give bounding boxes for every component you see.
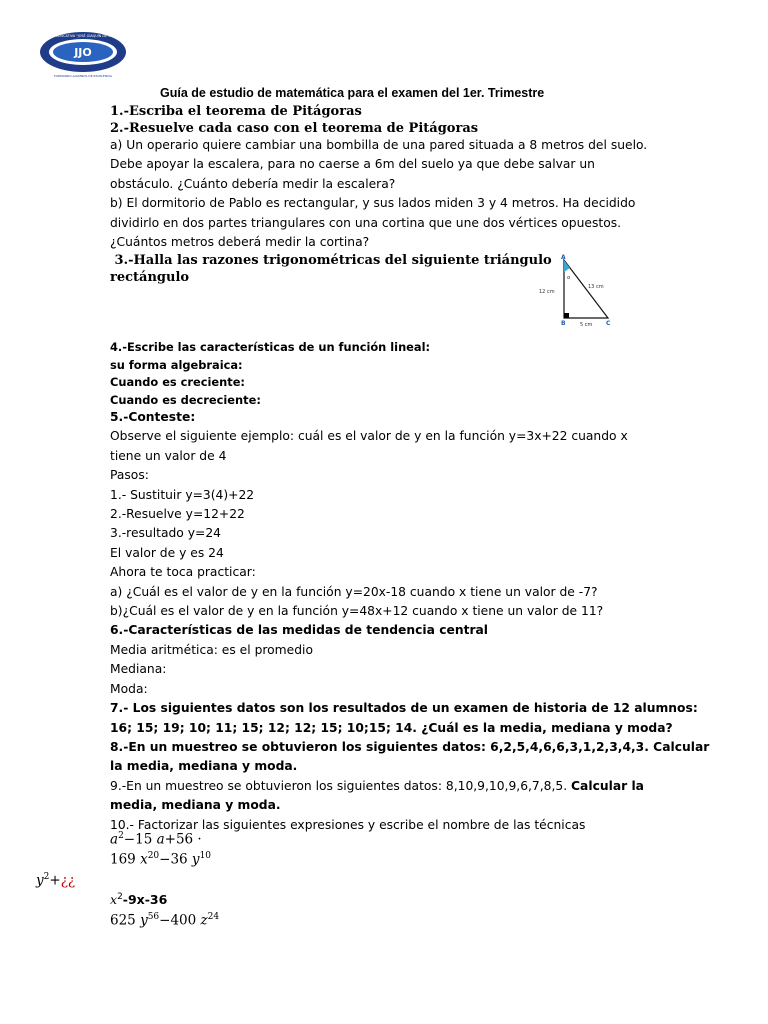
- right-triangle-figure: [530, 252, 620, 332]
- text-line: obstáculo. ¿Cuánto debería medir la escalera?: [110, 176, 396, 191]
- text-line: Media aritmética: es el promedio: [110, 642, 313, 657]
- expression-3: $y^2+¿¿$: [36, 872, 76, 889]
- text-line: Debe apoyar la escalera, para no caerse a 6m del suelo ya que debe salvar un: [110, 157, 595, 172]
- text-line: 3.-resultado y=24: [110, 526, 221, 541]
- expression-2: 169 $x^{20}-36$ $y^{10}$: [110, 851, 212, 868]
- text-line: 2.-Resuelve y=12+22: [110, 507, 245, 522]
- question-3-line2: rectángulo: [110, 270, 190, 285]
- text-line: dividirlo en dos partes triangulares con una cortina que une dos vértices opuestos.: [110, 215, 622, 230]
- text-line: Cuando es decreciente:: [110, 392, 261, 407]
- text-line: Mediana:: [110, 662, 167, 677]
- side-bc-label: 5 cm: [580, 322, 593, 328]
- school-logo: [38, 22, 128, 80]
- text-line: a) ¿Cuál es el valor de y en la función y=20x-18 cuando x tiene un valor de -7?: [110, 584, 598, 599]
- logo-ring-text: UNIDAD EDUCATIVA "JOSÉ JOAQUÍN DE OLMEDO": [41, 34, 125, 38]
- text-line: Pasos:: [110, 468, 149, 483]
- logo-monogram: JJO: [74, 46, 92, 59]
- text-line: Moda:: [110, 681, 148, 696]
- question-10: 10.- Factorizar las siguientes expresiones y escribe el nombre de las técnicas: [110, 817, 586, 832]
- text-line: 1.- Sustituir y=3(4)+22: [110, 487, 255, 502]
- expression-1: $a^2-15$ a+56 ·: [110, 831, 202, 848]
- question-9-bold: Calcular la: [571, 778, 644, 793]
- text-line: tiene un valor de 4: [110, 448, 227, 463]
- text-line: 5.-Conteste:: [110, 410, 196, 424]
- text-line: 6.-Características de las medidas de tendencia central: [110, 623, 489, 638]
- question-9-text: 9.-En un muestreo se obtuvieron los siguientes datos: 8,10,9,10,9,6,7,8,5.: [110, 778, 572, 793]
- text-line: 16; 15; 19; 10; 11; 15; 12; 12; 15; 10;15; 14. ¿Cuál es la media, mediana y moda?: [110, 720, 673, 735]
- question-2-heading: 2.-Resuelve cada caso con el teorema de Pitágoras: [110, 121, 479, 136]
- text-line: 7.- Los siguientes datos son los resultados de un examen de historia de 12 alumnos:: [110, 701, 698, 716]
- question-3-line1: 3.-Halla las razones trigonométricas del siguiente triángulo: [110, 253, 552, 268]
- question-2-text: [110, 136, 670, 252]
- vertex-b-label: B: [561, 320, 566, 327]
- side-ac-label: 13 cm: [588, 284, 604, 290]
- text-line: Cuando es creciente:: [110, 375, 245, 389]
- side-ab-label: 12 cm: [539, 289, 555, 295]
- text-line: la media, mediana y moda.: [110, 759, 298, 774]
- angle-label: α: [567, 275, 571, 281]
- text-line: 8.-En un muestreo se obtuvieron los siguientes datos: 6,2,5,4,6,6,3,1,2,3,4,3. Calcular: [110, 739, 710, 754]
- text-line: b)¿Cuál es el valor de y en la función y=48x+12 cuando x tiene un valor de 11?: [110, 604, 604, 619]
- expression-5: 625 $y^{56}-400$ $z^{24}$: [110, 912, 220, 929]
- text-line: El valor de y es 24: [110, 545, 224, 560]
- question-9-line1: [110, 777, 670, 796]
- text-line: su forma algebraica:: [110, 357, 243, 372]
- vertex-a-label: A: [561, 254, 566, 261]
- questions-5-to-8: [110, 408, 710, 835]
- text-line: b) El dormitorio de Pablo es rectangular, y sus lados miden 3 y 4 metros. Ha decidido: [110, 196, 636, 211]
- text-line: Ahora te toca practicar:: [110, 565, 256, 580]
- question-9-line2: media, mediana y moda.: [110, 798, 281, 813]
- expression-4: $x^2-9x-36$: [110, 892, 168, 908]
- vertex-c-label: C: [606, 320, 611, 327]
- text-line: 4.-Escribe las características de un función lineal:: [110, 340, 431, 354]
- text-line: a) Un operario quiere cambiar una bombilla de una pared situada a 8 metros del suelo.: [110, 138, 648, 152]
- text-line: Observe el siguiente ejemplo: cuál es el valor de y en la función y=3x+22 cuando x: [110, 429, 628, 444]
- text-line: ¿Cuántos metros deberá medir la cortina?: [110, 235, 370, 250]
- logo-bottom-text: FORMANDO ALUMNOS DE EXCELENCIA: [53, 74, 113, 78]
- question-4: [110, 339, 670, 409]
- question-1: 1.-Escriba el teorema de Pitágoras: [110, 104, 362, 119]
- document-title: Guía de estudio de matemática para el examen del 1er. Trimestre: [160, 86, 545, 100]
